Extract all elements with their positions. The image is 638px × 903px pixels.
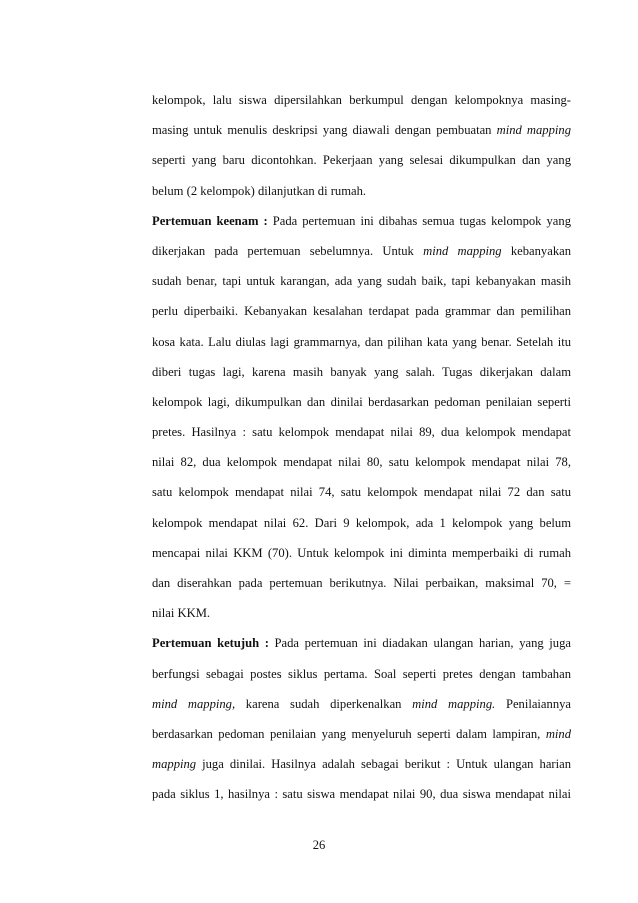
text-segment: mencapai nilai KKM (70). Untuk kelompok ini diminta memperbaiki di rumah xyxy=(152,545,571,560)
text-segment: pada siklus 1, hasilnya : satu siswa mendapat nilai 90, dua siswa mendapat nilai xyxy=(152,787,571,802)
text-segment: berdasarkan pedoman penilaian yang menyeluruh seperti dalam lampiran, xyxy=(152,726,546,741)
emphasis-text: mind mapping. xyxy=(412,696,496,711)
text-line xyxy=(152,573,571,603)
text-segment: diberi tugas lagi, karena masih banyak yang salah. Tugas dikerjakan dalam xyxy=(152,364,571,379)
text-line xyxy=(152,724,571,754)
emphasis-text: mind mapping, xyxy=(152,696,236,711)
emphasis-text: mind mapping xyxy=(423,243,502,258)
text-segment: Penilaiannya xyxy=(495,696,572,711)
text-line xyxy=(152,694,571,724)
text-line xyxy=(152,392,571,422)
text-segment: nilai KKM. xyxy=(152,606,211,621)
section-heading: Pertemuan ketujuh : xyxy=(152,636,269,651)
text-line xyxy=(152,90,571,120)
text-segment: kosa kata. Lalu diulas lagi grammarnya, dan pilihan kata yang benar. Setelah itu xyxy=(152,334,571,349)
emphasis-text: mapping xyxy=(152,757,197,772)
text-segment: masing untuk menulis deskripsi yang diawali dengan pembuatan xyxy=(152,123,497,138)
text-line xyxy=(152,120,571,150)
text-segment: kelompok lagi, dikumpulkan dan dinilai berdasarkan pedoman penilaian seperti xyxy=(152,394,571,409)
text-line xyxy=(152,181,571,211)
text-segment: Pada pertemuan ini diadakan ulangan harian, yang juga xyxy=(268,636,571,651)
page-number: 26 xyxy=(312,838,326,852)
text-line xyxy=(152,241,571,271)
text-segment: kebanyakan xyxy=(501,243,571,258)
text-segment: belum (2 kelompok) dilanjutkan di rumah. xyxy=(152,183,367,198)
emphasis-text: mind mapping xyxy=(496,123,571,138)
text-segment: pretes. Hasilnya : satu kelompok mendapat nilai 89, dua kelompok mendapat xyxy=(152,425,571,440)
text-line xyxy=(152,664,571,694)
text-segment: berfungsi sebagai postes siklus pertama. Soal seperti pretes dengan tambahan xyxy=(152,666,571,681)
text-line xyxy=(152,784,571,814)
text-line xyxy=(152,362,571,392)
text-line xyxy=(152,422,571,452)
text-segment: Pada pertemuan ini dibahas semua tugas kelompok yang xyxy=(267,213,571,228)
text-line xyxy=(152,301,571,331)
text-segment: perlu diperbaiki. Kebanyakan kesalahan terdapat pada grammar dan pemilihan xyxy=(152,304,571,319)
text-segment: juga dinilai. Hasilnya adalah sebagai berikut : Untuk ulangan harian xyxy=(196,757,571,772)
emphasis-text: mind xyxy=(545,726,571,741)
text-segment: dikerjakan pada pertemuan sebelumnya. Untuk xyxy=(152,243,424,258)
text-line xyxy=(152,150,571,180)
text-segment: sudah benar, tapi untuk karangan, ada yang sudah baik, tapi kebanyakan masih xyxy=(152,274,571,289)
text-segment: karena sudah diperkenalkan xyxy=(235,696,413,711)
text-line xyxy=(152,211,571,241)
section-heading: Pertemuan keenam : xyxy=(152,213,268,228)
text-segment: kelompok mendapat nilai 62. Dari 9 kelompok, ada 1 kelompok yang belum xyxy=(152,515,571,530)
text-line xyxy=(152,513,571,543)
text-line xyxy=(152,543,571,573)
body-text xyxy=(152,90,571,815)
text-segment: nilai 82, dua kelompok mendapat nilai 80, satu kelompok mendapat nilai 78, xyxy=(152,455,571,470)
text-segment: dan diserahkan pada pertemuan berikutnya. Nilai perbaikan, maksimal 70, = xyxy=(152,576,571,590)
text-segment: kelompok, lalu siswa dipersilahkan berkumpul dengan kelompoknya masing- xyxy=(152,93,571,107)
text-line xyxy=(152,603,571,633)
text-line xyxy=(152,482,571,512)
text-line xyxy=(152,754,571,784)
text-line xyxy=(152,452,571,482)
text-line xyxy=(152,633,571,663)
text-line xyxy=(152,271,571,301)
text-segment: seperti yang baru dicontohkan. Pekerjaan yang selesai dikumpulkan dan yang xyxy=(152,153,571,168)
text-segment: satu kelompok mendapat nilai 74, satu kelompok mendapat nilai 72 dan satu xyxy=(152,485,571,500)
text-line xyxy=(152,332,571,362)
